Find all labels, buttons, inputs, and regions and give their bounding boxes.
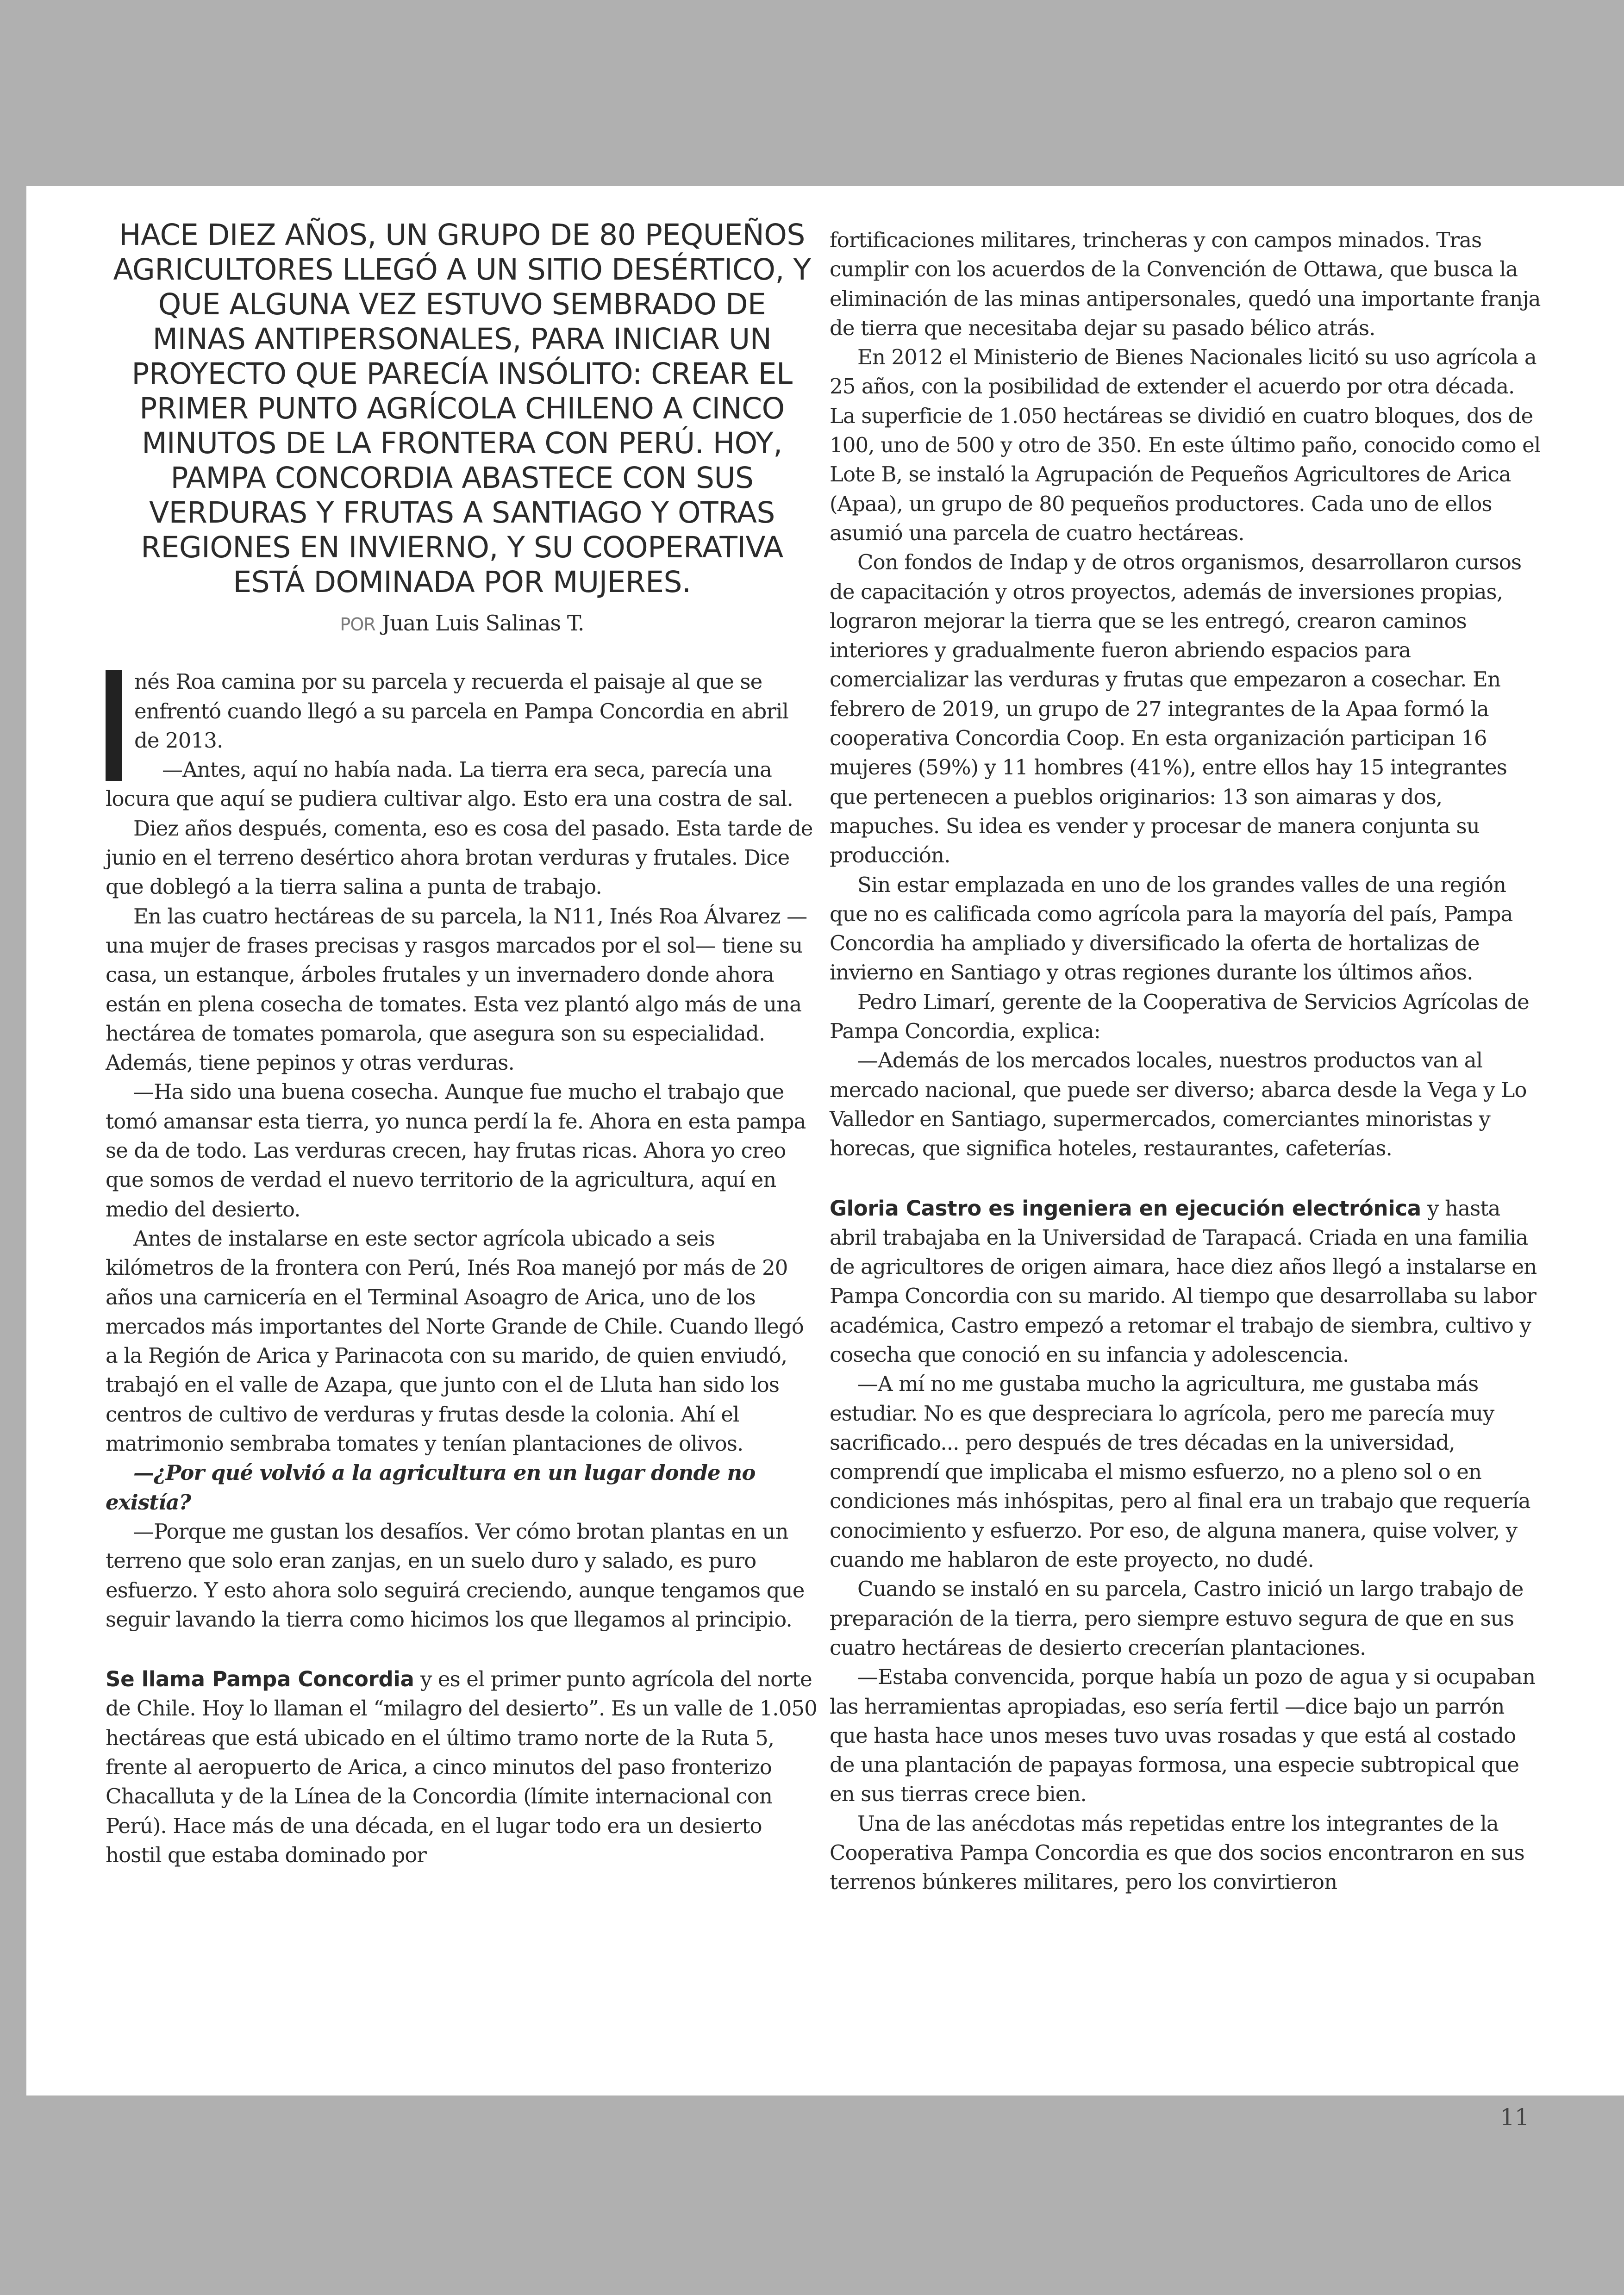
paragraph: —A mí no me gustaba mucho la agricultura, me gustaba más estudiar. No es que despreciara lo agrícola, pero me parecía muy sacrificado... pero después de tres décadas en la universidad, comprendí que implicaba el mismo esfuerzo, no a pleno sol o en condiciones más inhóspitas, pero al final era un trabajo que requería conocimiento y esfuerzo. Por eso, de alguna manera, quise volver, y cuando me hablaron de este proyecto, no dudé.	[830, 1372, 1530, 1572]
paragraph: fortificaciones militares, trincheras y con campos minados. Tras cumplir con los acuerdos de la Convención de Ottawa, que busca la eliminación de las minas antipersonales, quedó una importante franja de tierra que necesitaba dejar su pasado bélico atrás.	[830, 228, 1541, 340]
paragraph	[106, 667, 818, 755]
paragraph	[106, 1665, 818, 1870]
byline-prefix: POR	[340, 614, 375, 635]
right-column	[830, 225, 1545, 1897]
paragraph: —Porque me gustan los desafíos. Ver cómo brotan plantas en un terreno que solo eran zanjas, en un suelo duro y salado, es puro esfuerzo. Y esto ahora solo seguirá creciendo, aunque tengamos que seguir lavando la tierra como hicimos los que llegamos al principio.	[106, 1519, 805, 1632]
paragraph: Antes de instalarse en este sector agrícola ubicado a seis kilómetros de la frontera con Perú, Inés Roa manejó por más de 20 años una carnicería en el Terminal Asoagro de Arica, uno de los mercados más importantes del Norte Grande de Chile. Cuando llegó a la Región de Arica y Parinacota con su marido, de quien enviudó, trabajó en el valle de Azapa, que junto con el de Lluta han sido los centros de cultivo de verduras y frutas desde la colonia. Ahí el matrimonio sembraba tomates y tenían plantaciones de olivos.	[106, 1226, 804, 1456]
paragraph: En las cuatro hectáreas de su parcela, la N11, Inés Roa Álvarez —una mujer de frases precisas y rasgos marcados por el sol— tiene su casa, un estanque, árboles frutales y un invernadero donde ahora están en plena cosecha de tomates. Esta vez plantó algo más de una hectárea de tomates pomarola, que asegura son su especialidad. Además, tiene pepinos y otras verduras.	[106, 904, 807, 1075]
paragraph: En 2012 el Ministerio de Bienes Nacionales licitó su uso agrícola a 25 años, con la posibilidad de extender el acuerdo por otra década. La superficie de 1.050 hectáreas se dividió en cuatro bloques, dos de 100, uno de 500 y otro de 350. En este último paño, conocido como el Lote B, se instaló la Agrupación de Pequeños Agricultores de Arica (Apaa), un grupo de 80 pequeños productores. Cada uno de ellos asumió una parcela de cuatro hectáreas.	[830, 345, 1541, 545]
interview-question: —¿Por qué volvió a la agricultura en un lugar donde no existía?	[106, 1460, 756, 1515]
paragraph: Diez años después, comenta, eso es cosa del pasado. Esta tarde de junio en el terreno desértico ahora brotan verduras y frutales. Dice que doblegó a la tierra salina a punta de trabajo.	[106, 816, 813, 899]
byline-author: Juan Luis Salinas T.	[381, 611, 584, 636]
drop-cap-bar	[106, 670, 122, 781]
paragraph: —Ha sido una buena cosecha. Aunque fue mucho el trabajo que tomó amansar esta tierra, yo nunca perdí la fe. Ahora en esta pampa se da de todo. Las verduras crecen, hay frutas ricas. Ahora yo creo que somos de verdad el nuevo territorio de la agricultura, aquí en medio del desierto.	[106, 1079, 806, 1222]
article-deck: HACE DIEZ AÑOS, UN GRUPO DE 80 PEQUEÑOS AGRICULTORES LLEGÓ A UN SITIO DESÉRTICO, Y QUE ALGUNA VEZ ESTUVO SEMBRADO DE MINAS ANTIPERSONALES, PARA INICIAR UN PROYECTO QUE PARECÍA INSÓLITO: CREAR EL PRIMER PUNTO AGRÍCOLA CHILENO A CINCO MINUTOS DE LA FRONTERA CON PERÚ. HOY, PAMPA CONCORDIA ABASTECE CON SUS VERDURAS Y FRUTAS A SANTIAGO Y OTRAS REGIONES EN INVIERNO, Y SU COOPERATIVA ESTÁ DOMINADA POR MUJERES.	[113, 218, 811, 599]
paragraph-text: y es el primer punto agrícola del norte de Chile. Hoy lo llaman el “milagro del desierto”. Es un valle de 1.050 hectáreas que está ubicado en el último tramo norte de la Ruta 5, frente al aeropuerto de Arica, a cinco minutos del paso fronterizo Chacalluta y de la Línea de la Concordia (límite internacional con Perú). Hace más de una década, en el lugar todo era un desierto hostil que estaba dominado por	[106, 1667, 817, 1867]
paragraph-text: nés Roa camina por su parcela y recuerda el paisaje al que se enfrentó cuando llegó a su parcela en Pampa Concordia en abril de 2013.	[134, 669, 789, 753]
paragraph: Una de las anécdotas más repetidas entre los integrantes de la Cooperativa Pampa Concordia es que dos socios encontraron en sus terrenos búnkeres militares, pero los convirtieron	[830, 1811, 1524, 1895]
paragraph: Cuando se instaló en su parcela, Castro inició un largo trabajo de preparación de la tierra, pero siempre estuvo segura de que en sus cuatro hectáreas de desierto crecerían plantaciones.	[830, 1577, 1524, 1660]
left-column	[106, 218, 818, 1870]
paragraph: —Además de los mercados locales, nuestros productos van al mercado nacional, que puede ser diverso; abarca desde la Vega y Lo Valledor en Santiago, supermercados, comerciantes minoristas y horecas, que significa hoteles, restaurantes, cafeterías.	[830, 1048, 1527, 1161]
paragraph	[830, 1194, 1545, 1370]
paragraph: —Antes, aquí no había nada. La tierra era seca, parecía una locura que aquí se pudiera cultivar algo. Esto era una costra de sal.	[106, 757, 793, 811]
byline	[106, 609, 818, 639]
paragraph: —Estaba convencida, porque había un pozo de agua y si ocupaban las herramientas apropiadas, eso sería fertil —dice bajo un parrón que hasta hace unos meses tuvo uvas rosadas y que está al costado de una plantación de papayas formosa, una especie subtropical que en sus tierras crece bien.	[830, 1665, 1536, 1807]
paragraph-text: y hasta abril trabajaba en la Universidad de Tarapacá. Criada en una familia de agricultores de origen aimara, hace diez años llegó a instalarse en Pampa Concordia con su marido. Al tiempo que desarrollaba su labor académica, Castro empezó a retomar el trabajo de siembra, cultivo y cosecha que conoció en su infancia y adolescencia.	[830, 1196, 1537, 1367]
magazine-page	[26, 186, 1624, 2095]
paragraph: Pedro Limarí, gerente de la Cooperativa de Servicios Agrícolas de Pampa Concordia, explica:	[830, 989, 1529, 1044]
page-number: 11	[1500, 2104, 1530, 2131]
section-lead-in: Se llama Pampa Concordia	[106, 1667, 414, 1692]
paragraph: Con fondos de Indap y de otros organismos, desarrollaron cursos de capacitación y otros proyectos, además de inversiones propias, lograron mejorar la tierra que se les entregó, crearon caminos interiores y gradualmente fueron abriendo espacios para comercializar las verduras y frutas que empezaron a cosechar. En febrero de 2019, un grupo de 27 integrantes de la Apaa formó la cooperativa Concordia Coop. En esta organización participan 16 mujeres (59%) y 11 hombres (41%), entre ellos hay 15 integrantes que pertenecen a pueblos originarios: 13 son aimaras y dos, mapuches. Su idea es vender y procesar de manera conjunta su producción.	[830, 550, 1522, 868]
section-lead-in: Gloria Castro es ingeniera en ejecución electrónica	[830, 1196, 1421, 1221]
paragraph: Sin estar emplazada en uno de los grandes valles de una región que no es calificada como agrícola para la mayoría del país, Pampa Concordia ha ampliado y diversificado la oferta de hortalizas de invierno en Santiago y otras regiones durante los últimos años.	[830, 872, 1513, 985]
